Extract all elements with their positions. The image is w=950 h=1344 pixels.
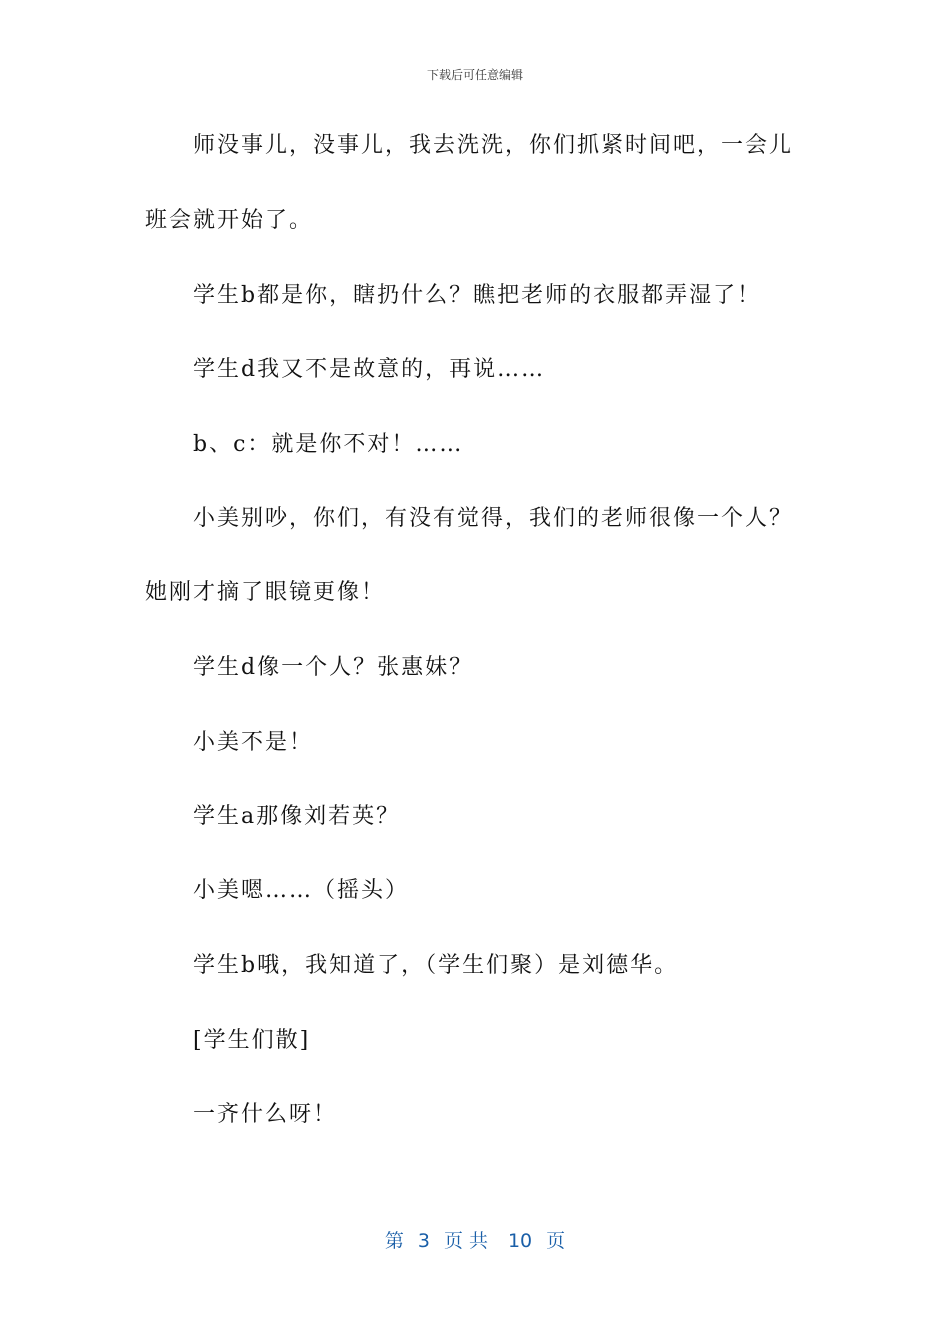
page-header: 下载后可任意编辑	[426, 68, 523, 82]
text-line: 班会就开始了。	[145, 208, 314, 233]
text-line: 学生d像一个人？张惠妹？	[193, 655, 474, 680]
text-line: 一齐什么呀！	[193, 1102, 338, 1127]
text-line: b、c：就是你不对！……	[193, 432, 464, 457]
page-footer	[0, 1226, 950, 1253]
footer-end: 页	[546, 1230, 566, 1252]
text-line: 她刚才摘了眼镜更像！	[145, 580, 386, 605]
text-line: 师没事儿，没事儿，我去洗洗，你们抓紧时间吧，一会儿	[193, 133, 794, 158]
footer-page-word: 第	[384, 1230, 404, 1252]
text-line: 小美不是！	[193, 730, 314, 755]
text-line: 学生b哦，我知道了，（学生们聚）是刘德华。	[193, 953, 679, 978]
footer-mid: 页共	[443, 1230, 494, 1252]
text-line: 小美嗯……（摇头）	[193, 878, 410, 903]
text-line: 学生d我又不是故意的，再说……	[193, 357, 546, 382]
text-line: 学生a那像刘若英？	[193, 804, 401, 829]
text-line: 小美别吵，你们，有没有觉得，我们的老师很像一个人？	[193, 506, 794, 531]
text-line: 学生b都是你，瞎扔什么？瞧把老师的衣服都弄湿了！	[193, 283, 762, 308]
footer-current-page: 3	[417, 1230, 430, 1252]
text-line: [学生们散]	[193, 1028, 311, 1053]
footer-total-pages: 10	[507, 1230, 533, 1252]
